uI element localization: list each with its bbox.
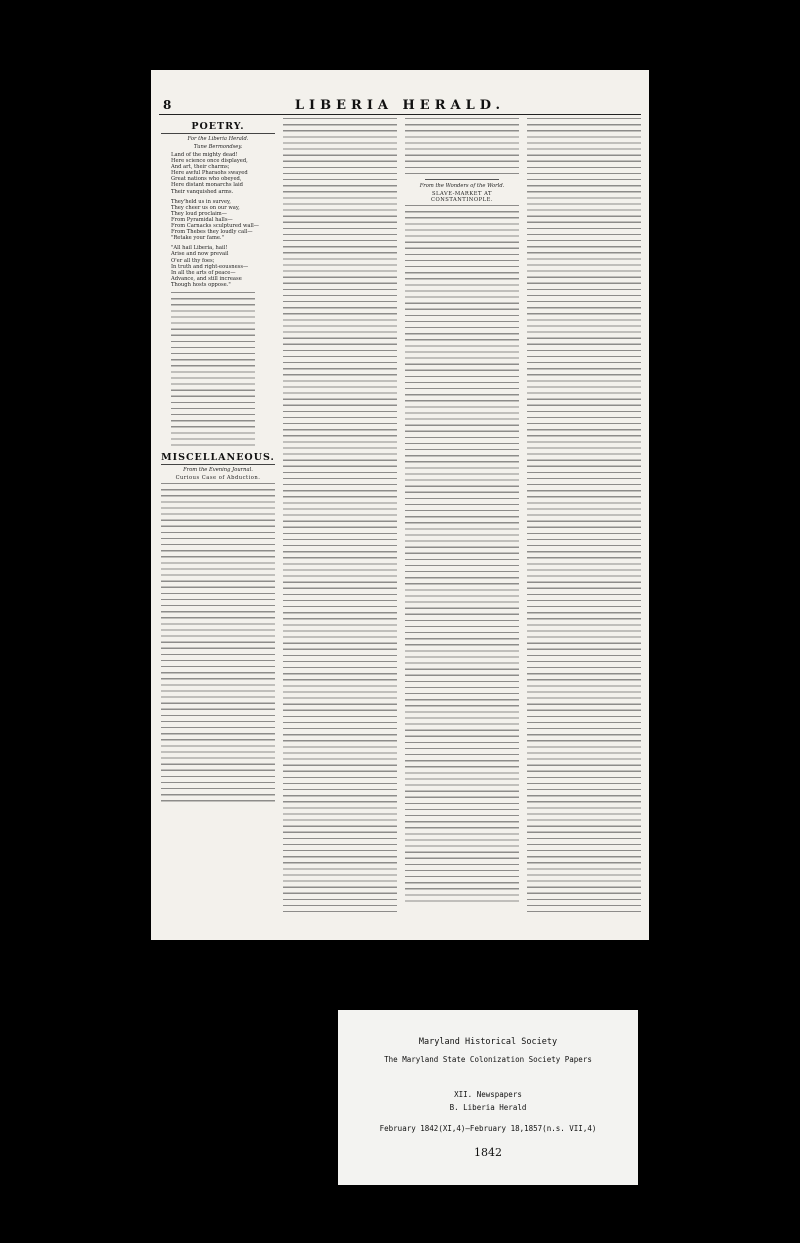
poem-line: They loud proclaim— (171, 210, 227, 217)
misc-article-text (161, 483, 275, 803)
poem-line: From Carnacks sculptured wall— (171, 223, 259, 230)
poem-line: "All hail Liberia, hail! (171, 245, 228, 252)
poem-continuation (171, 292, 255, 447)
archive-date-range: February 1842(XI,4)—February 18,1857(n.s. VII,4) (379, 1124, 597, 1133)
newspaper-title: LIBERIA HERALD. (294, 98, 506, 113)
poem-line: Arise and now prevail (171, 251, 229, 258)
masthead (159, 98, 641, 115)
poem-source: For the Liberia Herald. (187, 136, 249, 142)
poem-line: Here science once displayed, (171, 158, 248, 165)
miscellaneous-heading: MISCELLANEOUS. (161, 451, 275, 463)
poem-line: From Thebes they loudly call— (171, 229, 253, 236)
column-3 (405, 118, 519, 914)
poem-line: They'held us in survey, (171, 198, 231, 205)
column-4 (527, 118, 641, 914)
poem-line: They cheer us on our way, (171, 204, 240, 211)
poem-line: Great nations who obeyed, (171, 176, 242, 183)
page-number: 8 (163, 98, 172, 112)
poem-line: And art, their charms; (171, 164, 230, 171)
misc-source: From the Evening Journal. (183, 466, 253, 473)
column-3-top-text (405, 118, 519, 176)
poem-line: From Pyramidal halls— (171, 216, 233, 223)
archive-label (338, 1010, 638, 1185)
poem-tune: Tune Bermondsey. (193, 144, 243, 150)
poem-stanza (171, 152, 275, 195)
misc-title: Curious Case of Abduction. (175, 474, 261, 481)
poem-line: Though hosts oppose." (171, 281, 231, 288)
poem-stanzas (161, 152, 275, 288)
slave-market-source: From the Wonders of the World. (419, 183, 505, 189)
divider (425, 179, 499, 180)
slave-market-heading: SLAVE-MARKET AT CONSTANTINOPLE. (431, 191, 493, 203)
poem-line: Land of the mighty dead! (171, 152, 238, 158)
poem-line: "Retake your fame." (171, 235, 224, 242)
poem-stanza (171, 199, 275, 242)
archive-collection: The Maryland State Colonization Society Papers (384, 1055, 592, 1064)
poem-line: Here awful Pharaohs swayed (171, 170, 248, 177)
archive-year: 1842 (474, 1146, 502, 1159)
column-2-text (283, 118, 397, 914)
poem-line: In truth and right-eousness— (171, 263, 249, 270)
newspaper-page (151, 70, 649, 940)
archive-series: XII. Newspapers (454, 1090, 522, 1099)
poem-line: O'er all thy foes; (171, 257, 215, 264)
poem-line: In all the arts of peace— (171, 269, 236, 276)
poetry-heading: POETRY. (161, 121, 275, 134)
column-2 (283, 118, 397, 914)
poem-line: Their vanquished arms. (171, 188, 234, 195)
column-1 (161, 118, 275, 914)
poem-line: Here distant monarchs laid (171, 182, 243, 189)
archive-institution: Maryland Historical Society (418, 1037, 558, 1047)
column-4-text (527, 118, 641, 914)
poem-stanza (171, 245, 275, 288)
slave-market-text (405, 205, 519, 905)
poem-line: Advance, and still increase (171, 275, 242, 282)
archive-subseries: B. Liberia Herald (449, 1103, 527, 1112)
